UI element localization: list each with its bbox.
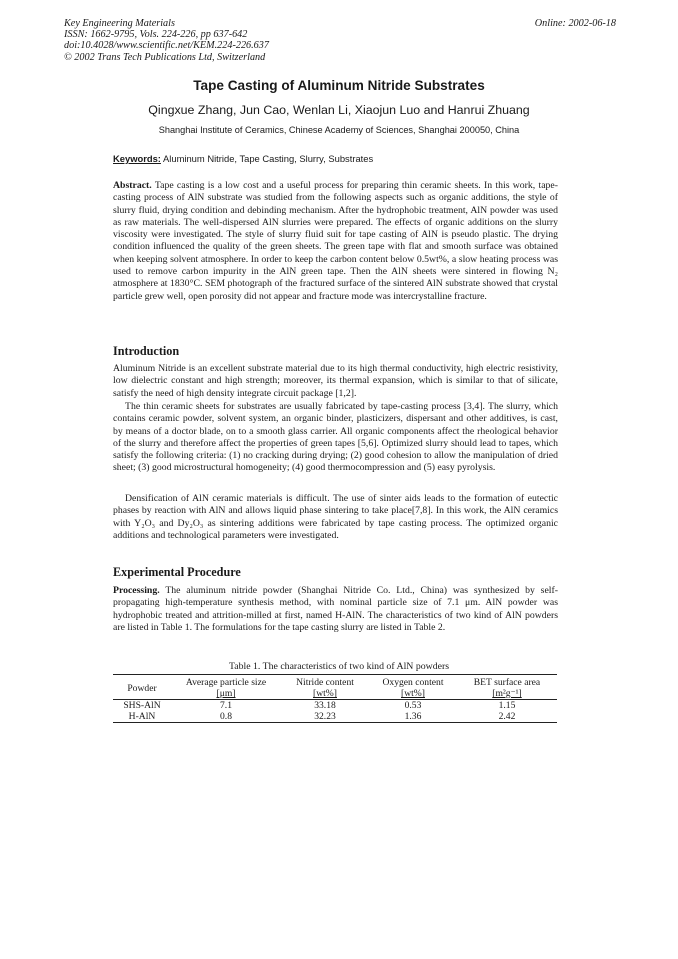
- table-cell: SHS-AlN: [123, 700, 161, 711]
- table-cell: 32.23: [314, 711, 336, 722]
- table1-caption: Table 1. The characteristics of two kind of AlN powders: [228, 661, 450, 672]
- table1-header-unit: [wt%]: [313, 688, 337, 699]
- table-cell: 1.15: [498, 700, 516, 711]
- abstract-text: Tape casting is a low cost and a useful process for preparing thin ceramic sheets. In this work, tape-casting process of AlN substrate was studied from the following aspects such as organic additions, the style of slurry fluid, drying condition and debinding mechanism. After the hydrophobic treatment, AlN powder was used as raw materials. The well-dispersed AlN slurries were prepared. The effects of organic additions on the slurry viscosity were investigated. The style of slurry fluid suit for tape casting of AlN is pseudo plastic. The drying condition influenced the quality of the green sheets. The green tape with flat and smooth surface was obtained when keeping solvent atmosphere. In order to keep the carbon content below 0.5wt%, a slow heating process was used to remove carbon impurity in the AlN green tape. Then the AlN sheets were sintered in flowing N₂ atmosphere at 1830°C. SEM photograph of the fractured surface of the sintered AlN substrate showed that crystal particle grew well, open porosity did not appear and fracture mode was intercrystalline fracture.: [113, 180, 558, 302]
- paper-authors: Qingxue Zhang, Jun Cao, Wenlan Li, Xiaojun Luo and Hanrui Zhuang: [148, 103, 530, 117]
- table1-header-label: Average particle size: [185, 677, 267, 688]
- table1-header-cell: [369, 675, 457, 700]
- table-cell: 7.1: [220, 700, 232, 711]
- table1-header-cell: [171, 675, 281, 700]
- keywords-text: Aluminum Nitride, Tape Casting, Slurry, Substrates: [163, 153, 374, 164]
- table-cell: 0.53: [404, 700, 422, 711]
- table-cell: 33.18: [314, 700, 336, 711]
- table1: [113, 674, 557, 723]
- table-cell: 1.36: [404, 711, 422, 722]
- abstract-label: Abstract.: [113, 180, 152, 191]
- table1-header-cell: Powder: [127, 682, 157, 694]
- table1-header-label: Nitride content: [296, 677, 354, 688]
- introduction-heading: Introduction: [113, 344, 180, 358]
- issn-line: ISSN: 1662-9795, Vols. 224-226, pp 637-642: [64, 29, 248, 41]
- table1-header-unit: [wt%]: [401, 688, 425, 699]
- experimental-heading: Experimental Procedure: [113, 565, 241, 579]
- table-cell: H-AlN: [128, 711, 156, 722]
- introduction-paragraph-2: The thin ceramic sheets for substrates are usually fabricated by tape-casting process [3,4]. The slurry, which contains ceramic powder, solvent system, an organic binder, plasticizers, dispersant and other additives, is cast, by means of a doctor blade, on to a smooth glass carrier. All organic components affect the rheological behavior of the slurry and therefore affect the properties of green tapes [5,6]. Optimized slurry should lead to tapes, which satisfy the following criteria: (1) no cracking during drying; (2) good cohesion to allow the manipulation of dried sheet; (3) good microstructural homogeneity; (4) good thermocompression and (5) easy pyrolysis.: [113, 401, 558, 474]
- table1-header-unit: [μm]: [216, 688, 236, 699]
- introduction-paragraph-1: Aluminum Nitride is an excellent substrate material due to its high thermal conductivity, high electric resistivity, low dielectric constant and high strength; moreover, its thermal expansion, which is similar to that of silicate, satisfy the need of high density integrate circuit package [1,2].: [113, 363, 558, 399]
- doi-line[interactable]: doi:10.4028/www.scientific.net/KEM.224-226.637: [64, 40, 269, 52]
- abstract-paragraph: [113, 180, 558, 303]
- paper-title: Tape Casting of Aluminum Nitride Substrates: [193, 78, 485, 93]
- journal-name: Key Engineering Materials: [64, 18, 175, 29]
- introduction-paragraph-3: Densification of AlN ceramic materials is difficult. The use of sinter aids leads to the formation of eutectic phases by reaction with AlN and allows liquid phase sintering to take place[7,8]. In this work, the AlN ceramics with Y₂O₃ and Dy₂O₃ as sintering additions were fabricated by tape casting process. The optimized organic additions and technological parameters were investigated.: [113, 493, 558, 541]
- online-date: Online: 2002-06-18: [534, 18, 616, 29]
- table1-header-cell: [281, 675, 369, 700]
- table-cell: 2.42: [498, 711, 516, 722]
- table1-header-label: BET surface area: [473, 677, 541, 688]
- processing-label: Processing.: [113, 585, 160, 596]
- processing-paragraph: [113, 585, 558, 634]
- processing-text: The aluminum nitride powder (Shanghai Nitride Co. Ltd., China) was synthesized by self-propagating high-temperature synthesis method, with nominal particle size of 7.1 μm. AlN powder was hydrophobic treated and attrition-milled at first, named H-AlN. The characteristics of two kind of AlN powders are listed in Table 1. The formulations for the tape casting slurry are listed in Table 2.: [113, 585, 559, 633]
- keywords-label: Keywords:: [113, 153, 161, 164]
- table1-header-cell: [457, 675, 557, 700]
- table1-header-unit: [m²g⁻¹]: [492, 688, 522, 699]
- copyright-line: © 2002 Trans Tech Publications Ltd, Switzerland: [64, 51, 266, 63]
- table-row: [113, 711, 557, 723]
- keywords-line: [113, 153, 373, 164]
- table-row: [113, 700, 557, 712]
- journal-header: [64, 18, 269, 63]
- table1-header-row: [113, 675, 557, 700]
- paper-affiliation: Shanghai Institute of Ceramics, Chinese Academy of Sciences, Shanghai 200050, China: [158, 125, 520, 135]
- table1-header-label: Oxygen content: [382, 677, 444, 688]
- table-cell: 0.8: [220, 711, 232, 722]
